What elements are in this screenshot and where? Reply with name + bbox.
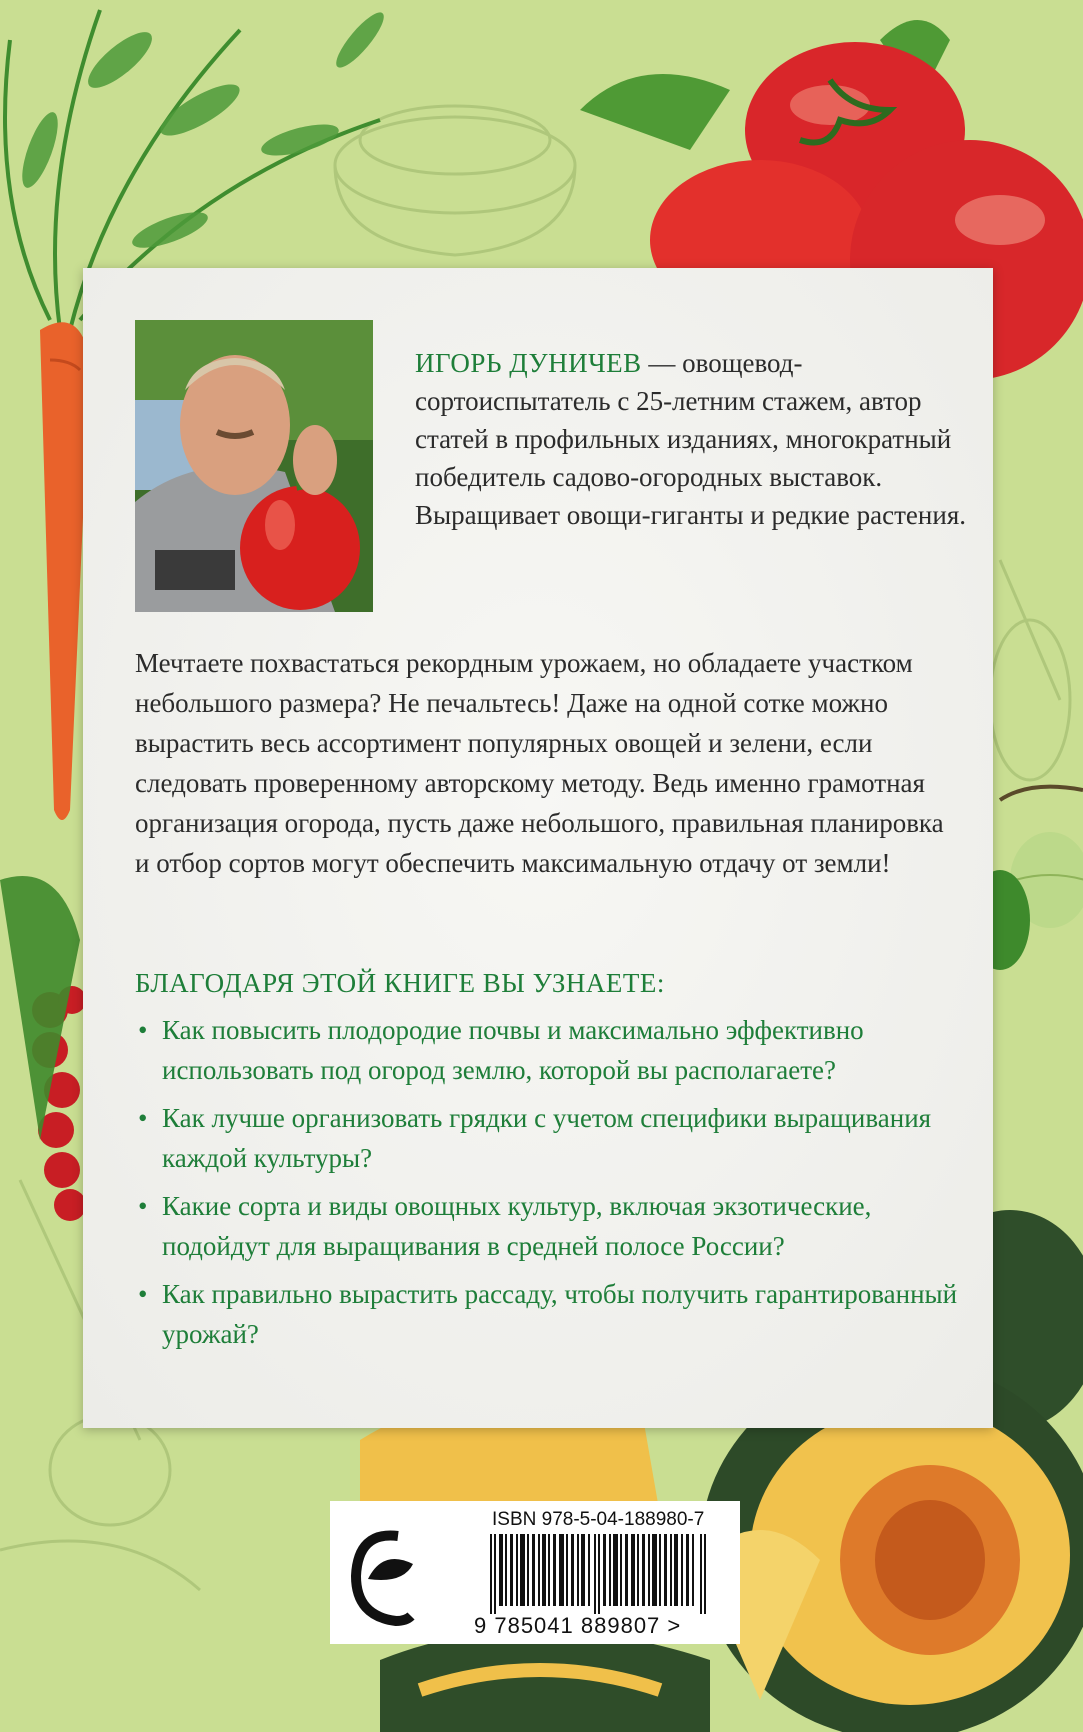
list-item: • Как повысить плодородие почвы и максимально эффективно использовать под огород землю, которой вы располагаете? bbox=[135, 1010, 965, 1090]
publisher-logo-icon bbox=[348, 1521, 418, 1631]
section-heading: БЛАГОДАРЯ ЭТОЙ КНИГЕ ВЫ УЗНАЕТЕ: bbox=[135, 968, 665, 998]
list-item: • Как лучше организовать грядки с учетом специфики выращивания каждой культуры? bbox=[135, 1098, 965, 1178]
barcode-panel bbox=[330, 1501, 740, 1644]
benefits-list bbox=[135, 1010, 965, 1362]
bullet-icon: • bbox=[138, 1103, 148, 1133]
list-item: • Какие сорта и виды овощных культур, включая экзотические, подойдут для выращивания в средней полосе России? bbox=[135, 1186, 965, 1266]
author-photo bbox=[135, 320, 373, 612]
author-bio bbox=[415, 344, 975, 534]
bullet-icon: • bbox=[138, 1279, 148, 1309]
intro-paragraph: Мечтаете похвастаться рекордным урожаем, но обладаете участком небольшого размера? Не печальтесь! Даже на одной сотке можно вырастить весь ассортимент популярных овощей и зелени, если следовать проверенному авторскому методу. Ведь именно грамотная организация огорода, пусть даже небольшого, правильная планировка и отбор сортов могут обеспечить максимальную отдачу от земли! bbox=[135, 648, 944, 878]
author-bio-text: — овощевод-сортоиспытатель с 25-летним стажем, автор статей в профильных изданиях, многократный победитель садово-огородных выставок. Выращивает овощи-гиганты и редкие растения. bbox=[415, 348, 966, 530]
bullet-icon: • bbox=[138, 1191, 148, 1221]
author-name: ИГОРЬ ДУНИЧЕВ bbox=[415, 348, 642, 378]
isbn-text: ISBN 978-5-04-188980-7 bbox=[492, 1509, 705, 1530]
list-item: • Как правильно вырастить рассаду, чтобы получить гарантированный урожай? bbox=[135, 1274, 965, 1354]
description-card bbox=[83, 268, 993, 1428]
barcode-digits: 9 785041 889807 > bbox=[474, 1613, 682, 1638]
bullet-icon: • bbox=[138, 1015, 148, 1045]
barcode-icon bbox=[490, 1534, 710, 1614]
